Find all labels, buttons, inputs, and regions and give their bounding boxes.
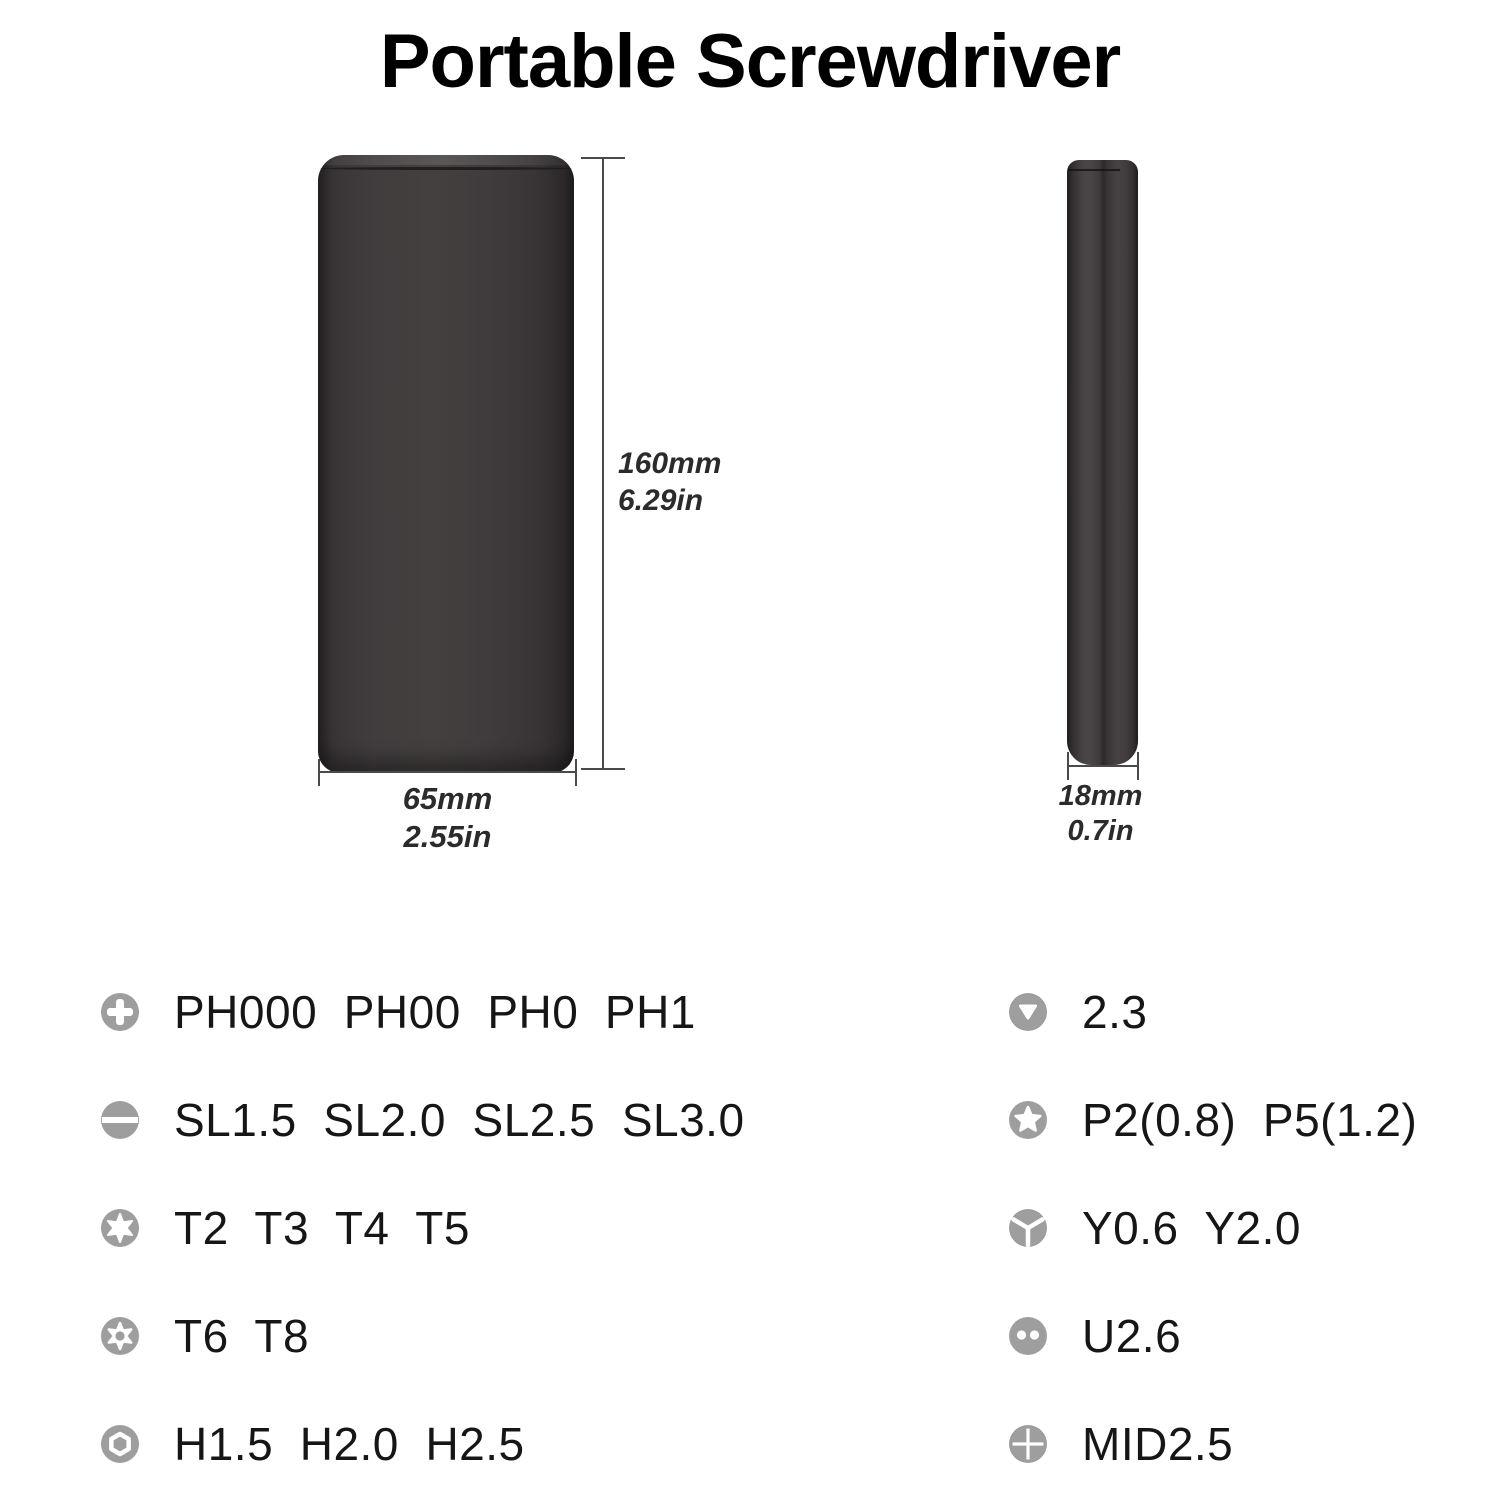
- bit-row-phillips: [100, 958, 745, 1066]
- bit-sizes-u-type: U2.6: [1082, 1310, 1182, 1362]
- hex-icon: [100, 1424, 140, 1464]
- triwing-icon: [1008, 1208, 1048, 1248]
- height-dimension-label: [618, 446, 721, 519]
- bit-list-right-column: [1008, 958, 1417, 1498]
- bit-row-triwing: [1008, 1174, 1417, 1282]
- bit-sizes-phillips: PH000 PH00 PH0 PH1: [174, 986, 696, 1038]
- thickness-mm: 18mm: [1058, 780, 1143, 812]
- bit-row-torx-security: [100, 1282, 745, 1390]
- bit-row-pentalobe: [1008, 1066, 1417, 1174]
- screwdriver-front-view: [318, 155, 574, 773]
- width-dim-line: [318, 771, 577, 773]
- screwdriver-side-view: [1067, 160, 1138, 765]
- u-type-icon: [1008, 1316, 1048, 1356]
- bit-row-hex: [100, 1390, 745, 1498]
- thickness-dim-tick-right: [1137, 752, 1139, 780]
- torx-security-icon: [100, 1316, 140, 1356]
- thickness-dimension-label: [1028, 779, 1173, 850]
- width-inch: 2.55in: [403, 818, 492, 854]
- height-dim-tick-bottom: [581, 768, 625, 770]
- width-mm: 65mm: [402, 781, 493, 816]
- thickness-inch: 0.7in: [1067, 815, 1134, 848]
- slotted-icon: [100, 1100, 140, 1140]
- pentalobe-icon: [1008, 1100, 1048, 1140]
- bit-sizes-torx-security: T6 T8: [174, 1310, 310, 1362]
- bit-list-left-column: [100, 958, 745, 1498]
- bit-sizes-triangle: 2.3: [1082, 986, 1148, 1038]
- bit-sizes-hex: H1.5 H2.0 H2.5: [174, 1418, 525, 1470]
- bit-sizes-slotted: SL1.5 SL2.0 SL2.5 SL3.0: [174, 1094, 745, 1146]
- phillips-icon: [100, 992, 140, 1032]
- bit-row-triangle: [1008, 958, 1417, 1066]
- bit-sizes-torx: T2 T3 T4 T5: [174, 1202, 470, 1254]
- height-inch: 6.29in: [618, 483, 704, 517]
- bit-sizes-mid-phillips: MID2.5: [1082, 1418, 1234, 1470]
- bit-row-u-type: [1008, 1282, 1417, 1390]
- torx-icon: [100, 1208, 140, 1248]
- bit-row-torx: [100, 1174, 745, 1282]
- thickness-dim-line: [1067, 765, 1139, 767]
- bit-row-slotted: [100, 1066, 745, 1174]
- width-dimension-label: [300, 780, 595, 856]
- bit-row-mid-phillips: [1008, 1390, 1417, 1498]
- height-dim-line: [602, 158, 604, 770]
- mid-phillips-icon: [1008, 1424, 1048, 1464]
- bit-sizes-triwing: Y0.6 Y2.0: [1082, 1202, 1301, 1254]
- bit-sizes-pentalobe: P2(0.8) P5(1.2): [1082, 1094, 1418, 1146]
- page-title: Portable Screwdriver: [379, 19, 1121, 104]
- height-mm: 160mm: [618, 447, 722, 480]
- triangle-icon: [1008, 992, 1048, 1032]
